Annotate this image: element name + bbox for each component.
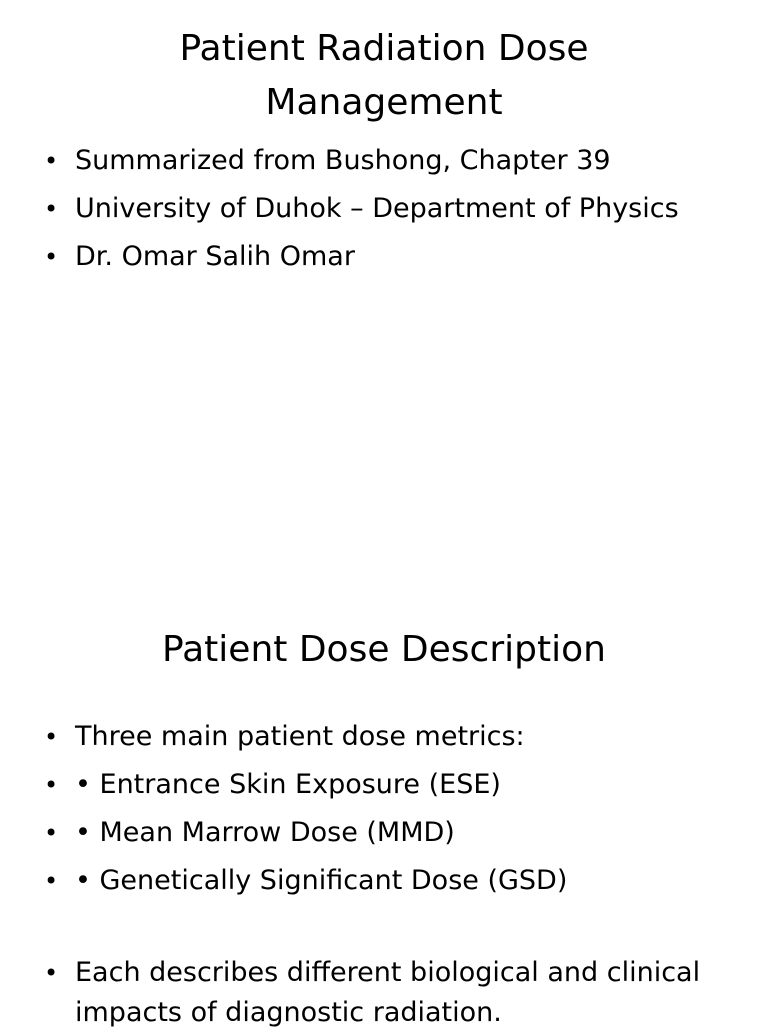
bullet-text: Summarized from Bushong, Chapter 39 (75, 145, 611, 176)
spacer (44, 905, 734, 953)
bullet-text: • Entrance Skin Exposure (ESE) (75, 769, 501, 800)
list-item (44, 713, 734, 761)
title-line-2: Management (265, 82, 503, 123)
list-item (44, 233, 734, 281)
slide-title (0, 22, 768, 130)
slide-title: Patient Dose Description (162, 629, 606, 670)
bullet-icon: • (44, 819, 59, 847)
bullet-list (44, 137, 734, 281)
list-item (44, 857, 734, 905)
bullet-text: • Mean Marrow Dose (MMD) (75, 817, 455, 848)
bullet-text: Three main patient dose metrics: (75, 721, 525, 752)
list-item (44, 185, 734, 233)
bullet-text: University of Duhok – Department of Physics (75, 193, 679, 224)
bullet-text: Each describes different biological and clinical impacts of diagnostic radiation. (75, 957, 701, 1028)
list-item (44, 953, 734, 1033)
bullet-icon: • (44, 771, 59, 799)
bullet-icon: • (44, 243, 59, 271)
bullet-icon: • (44, 867, 59, 895)
slide-2 (0, 600, 768, 1028)
bullet-text: Dr. Omar Salih Omar (75, 241, 355, 272)
list-item (44, 137, 734, 185)
bullet-icon: • (44, 195, 59, 223)
bullet-icon: • (44, 147, 59, 175)
list-item (44, 809, 734, 857)
bullet-icon: • (44, 723, 59, 751)
list-item (44, 761, 734, 809)
bullet-icon: • (44, 959, 59, 987)
bullet-list (44, 713, 734, 1033)
title-line-1: Patient Radiation Dose (179, 28, 589, 69)
bullet-text: • Genetically Significant Dose (GSD) (75, 865, 568, 896)
